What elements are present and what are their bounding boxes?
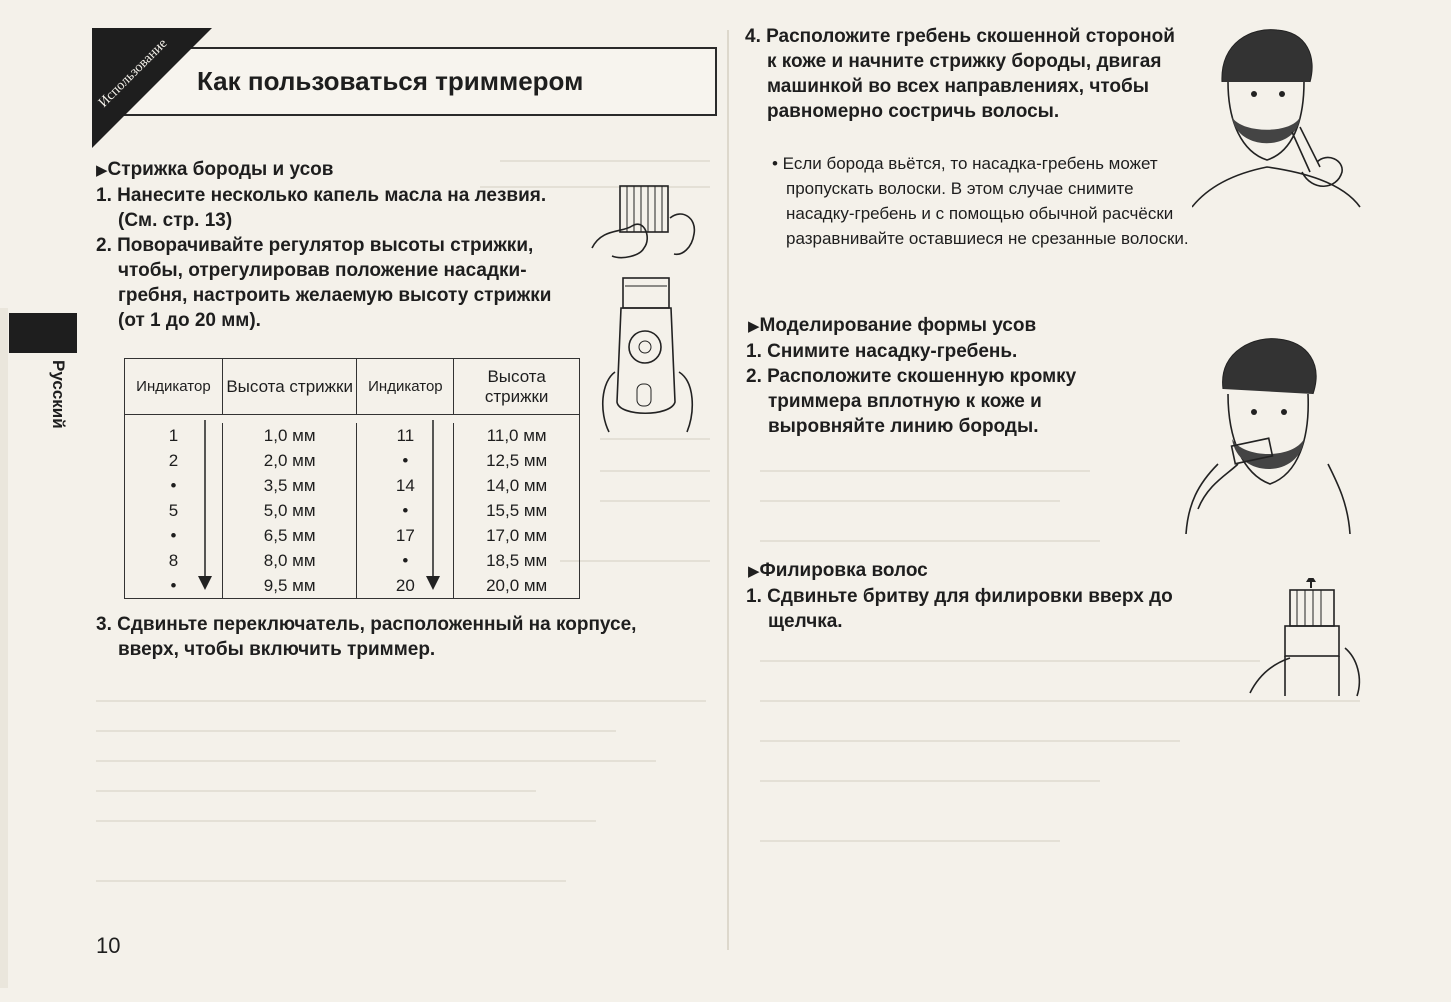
section-heading-text: Филировка волос xyxy=(759,560,928,581)
table-row: 1 1,0 мм 11 11,0 мм xyxy=(125,423,580,448)
arrow-right-icon: ▶ xyxy=(748,563,760,580)
step-1: 1. Нанесите несколько капель масла на лезвия. (См. стр. 13) xyxy=(96,185,547,231)
section-heading-text: Моделирование формы усов xyxy=(759,315,1037,336)
section-heading-mustache xyxy=(748,313,1036,339)
thinning-step-1: 1. Сдвиньте бритву для филировки вверх до щелчка. xyxy=(746,586,1173,632)
table-header: Высота стрижки xyxy=(222,359,357,415)
trimmer-illustration xyxy=(595,272,705,440)
arrow-down-icon xyxy=(190,418,220,598)
table-header-row xyxy=(125,359,580,415)
section-heading-beard xyxy=(96,157,333,183)
note-curly-beard: • Если борода вьётся, то насадка-гребень может пропускать волоски. В этом случае снимите насадку-гребень и с помощью обычной расчёски разравнивайте оставшиеся не срезанные волоски. xyxy=(772,154,1189,248)
comb-attachment-illustration xyxy=(582,178,712,268)
arrow-down-icon xyxy=(418,418,448,598)
table-row: 2 2,0 мм • 12,5 мм xyxy=(125,448,580,473)
page-number: 10 xyxy=(96,933,121,958)
table-row: 8 8,0 мм • 18,5 мм xyxy=(125,548,580,573)
table-row: • 3,5 мм 14 14,0 мм xyxy=(125,473,580,498)
arrow-right-icon: ▶ xyxy=(748,318,760,335)
section-tag: Использование xyxy=(96,36,171,111)
section-heading-thinning xyxy=(748,558,928,584)
page-gutter xyxy=(727,30,729,950)
language-label: Русский xyxy=(49,360,68,429)
step-2: 2. Поворачивайте регулятор высоты стрижки, чтобы, отрегулировав положение насадки-гребня, настроить желаемую высоту стрижки (от 1 до 20 мм). xyxy=(96,235,552,331)
beard-trimming-illustration xyxy=(1192,22,1362,212)
table-header: Индикатор xyxy=(125,359,223,415)
section-heading-text: Стрижка бороды и усов xyxy=(107,159,334,180)
table-row: • 9,5 мм 20 20,0 мм xyxy=(125,573,580,599)
table-header: Индикатор xyxy=(357,359,454,415)
mustache-step-1: 1. Снимите насадку-гребень. xyxy=(746,341,1018,362)
step-3: 3. Сдвиньте переключатель, расположенный на корпусе, вверх, чтобы включить триммер. xyxy=(96,614,637,660)
table-row: • 6,5 мм 17 17,0 мм xyxy=(125,523,580,548)
arrow-right-icon: ▶ xyxy=(96,162,108,179)
table-row: 5 5,0 мм • 15,5 мм xyxy=(125,498,580,523)
thinning-blade-illustration xyxy=(1245,578,1365,698)
page-edge xyxy=(0,308,8,988)
page-title: Как пользоваться триммером xyxy=(197,66,584,96)
mustache-shaping-illustration xyxy=(1178,334,1358,544)
step-4: 4. Расположите гребень скошенной стороной к коже и начните стрижку бороды, двигая машинкой во всех направлениях, чтобы равномерно состричь волосы. xyxy=(745,26,1175,122)
language-tab-marker xyxy=(9,313,77,353)
table-header: Высота стрижки xyxy=(454,359,580,415)
mustache-step-2: 2. Расположите скошенную кромку триммера вплотную к коже и выровняйте линию бороды. xyxy=(746,366,1077,437)
